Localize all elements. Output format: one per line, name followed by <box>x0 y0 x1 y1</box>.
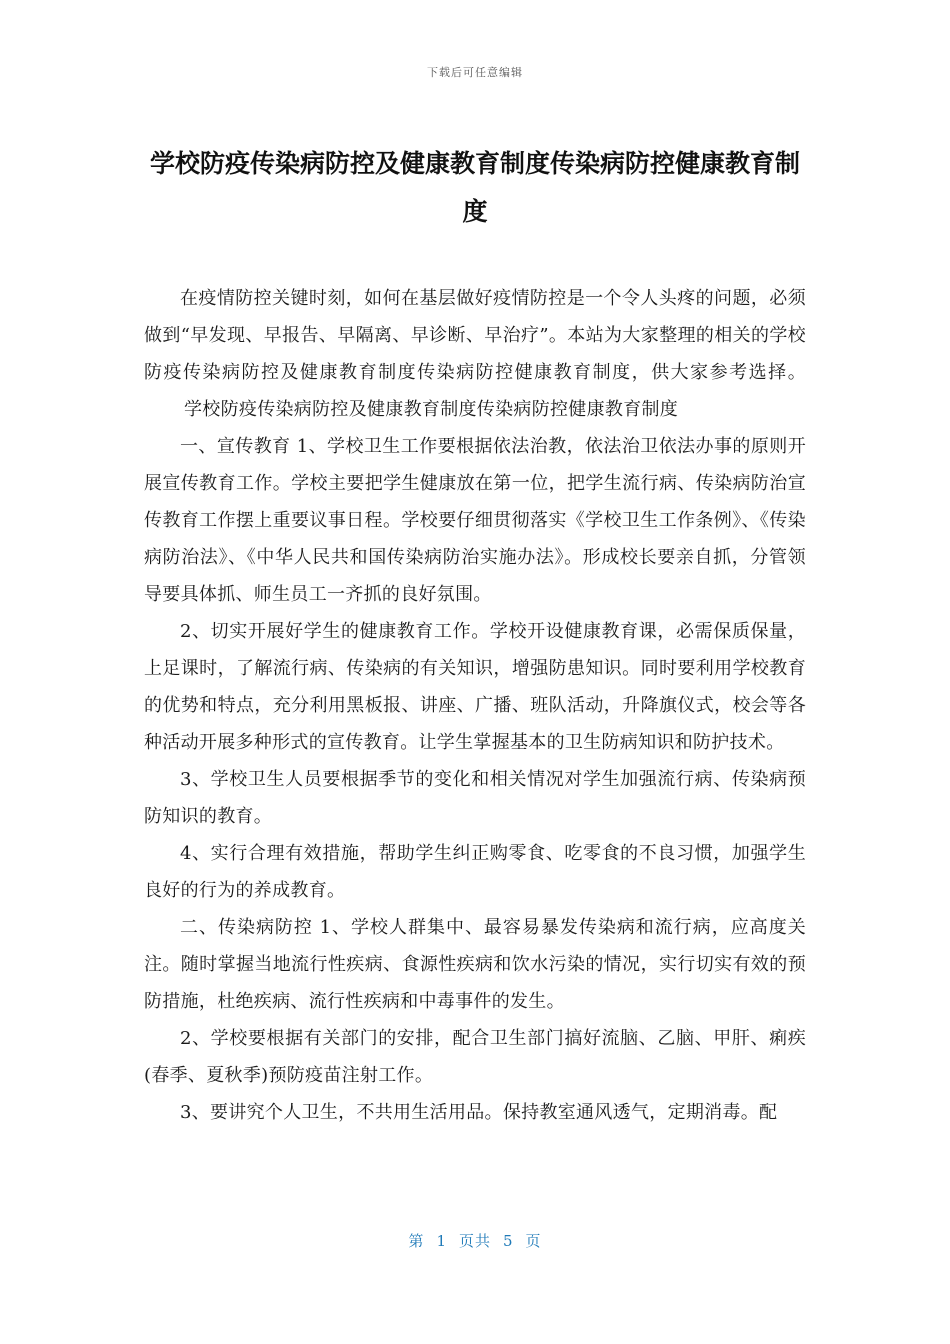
paragraph: 3、学校卫生人员要根据季节的变化和相关情况对学生加强流行病、传染病预防知识的教育。 <box>144 769 806 827</box>
paragraph: 2、学校要根据有关部门的安排，配合卫生部门搞好流脑、乙脑、甲肝、痢疾(春季、夏秋季)预防疫苗注射工作。 <box>144 1028 806 1086</box>
paragraph: 2、切实开展好学生的健康教育工作。学校开设健康教育课，必需保质保量，上足课时，了解流行病、传染病的有关知识，增强防患知识。同时要利用学校教育的优势和特点，充分利用黑板报、讲座、广播、班队活动，升降旗仪式，校会等各种活动开展多种形式的宣传教育。让学生掌握基本的卫生防病知识和防护技术。 <box>144 621 806 753</box>
intro-subtitle: 学校防疫传染病防控及健康教育制度传染病防控健康教育制度 <box>184 399 679 420</box>
header-note: 下载后可任意编辑 <box>427 66 523 79</box>
paragraph: 4、实行合理有效措施，帮助学生纠正购零食、吃零食的不良习惯，加强学生良好的行为的养成教育。 <box>144 843 806 901</box>
intro-lead: 在疫情防控关键时刻，如何在基层做好疫情防控是一个令人头疼的问题，必须做到“早发现、早报告、早隔离、早诊断、早治疗”。本站为大家整理的相关的学校防疫传染病防控及健康教育制度传染病防控健康教育制度，供大家参考选择。 <box>144 288 806 383</box>
page-footer <box>0 1230 950 1251</box>
document-body <box>144 280 806 1131</box>
document-title: 学校防疫传染病防控及健康教育制度传染病防控健康教育制度 <box>149 149 800 226</box>
total-pages-number: 5 <box>503 1232 514 1250</box>
footer-suffix: 页 <box>525 1232 542 1250</box>
paragraph: 3、要讲究个人卫生，不共用生活用品。保持教室通风透气，定期消毒。配 <box>180 1102 778 1123</box>
footer-prefix: 第 <box>408 1232 425 1250</box>
intro-paragraph <box>144 280 806 428</box>
current-page-number: 1 <box>436 1232 447 1250</box>
paragraph: 一、宣传教育 1、学校卫生工作要根据依法治教，依法治卫依法办事的原则开展宣传教育工作。学校主要把学生健康放在第一位，把学生流行病、传染病防治宣传教育工作摆上重要议事日程。学校要仔细贯彻落实《学校卫生工作条例》、《传染病防治法》、《中华人民共和国传染病防治实施办法》。形成校长要亲自抓，分管领导要具体抓、师生员工一齐抓的良好氛围。 <box>144 436 806 605</box>
paragraph: 二、传染病防控 1、学校人群集中、最容易暴发传染病和流行病，应高度关注。随时掌握当地流行性疾病、食源性疾病和饮水污染的情况，实行切实有效的预防措施，杜绝疾病、流行性疾病和中毒事件的发生。 <box>144 917 806 1012</box>
footer-middle: 页共 <box>458 1232 491 1250</box>
